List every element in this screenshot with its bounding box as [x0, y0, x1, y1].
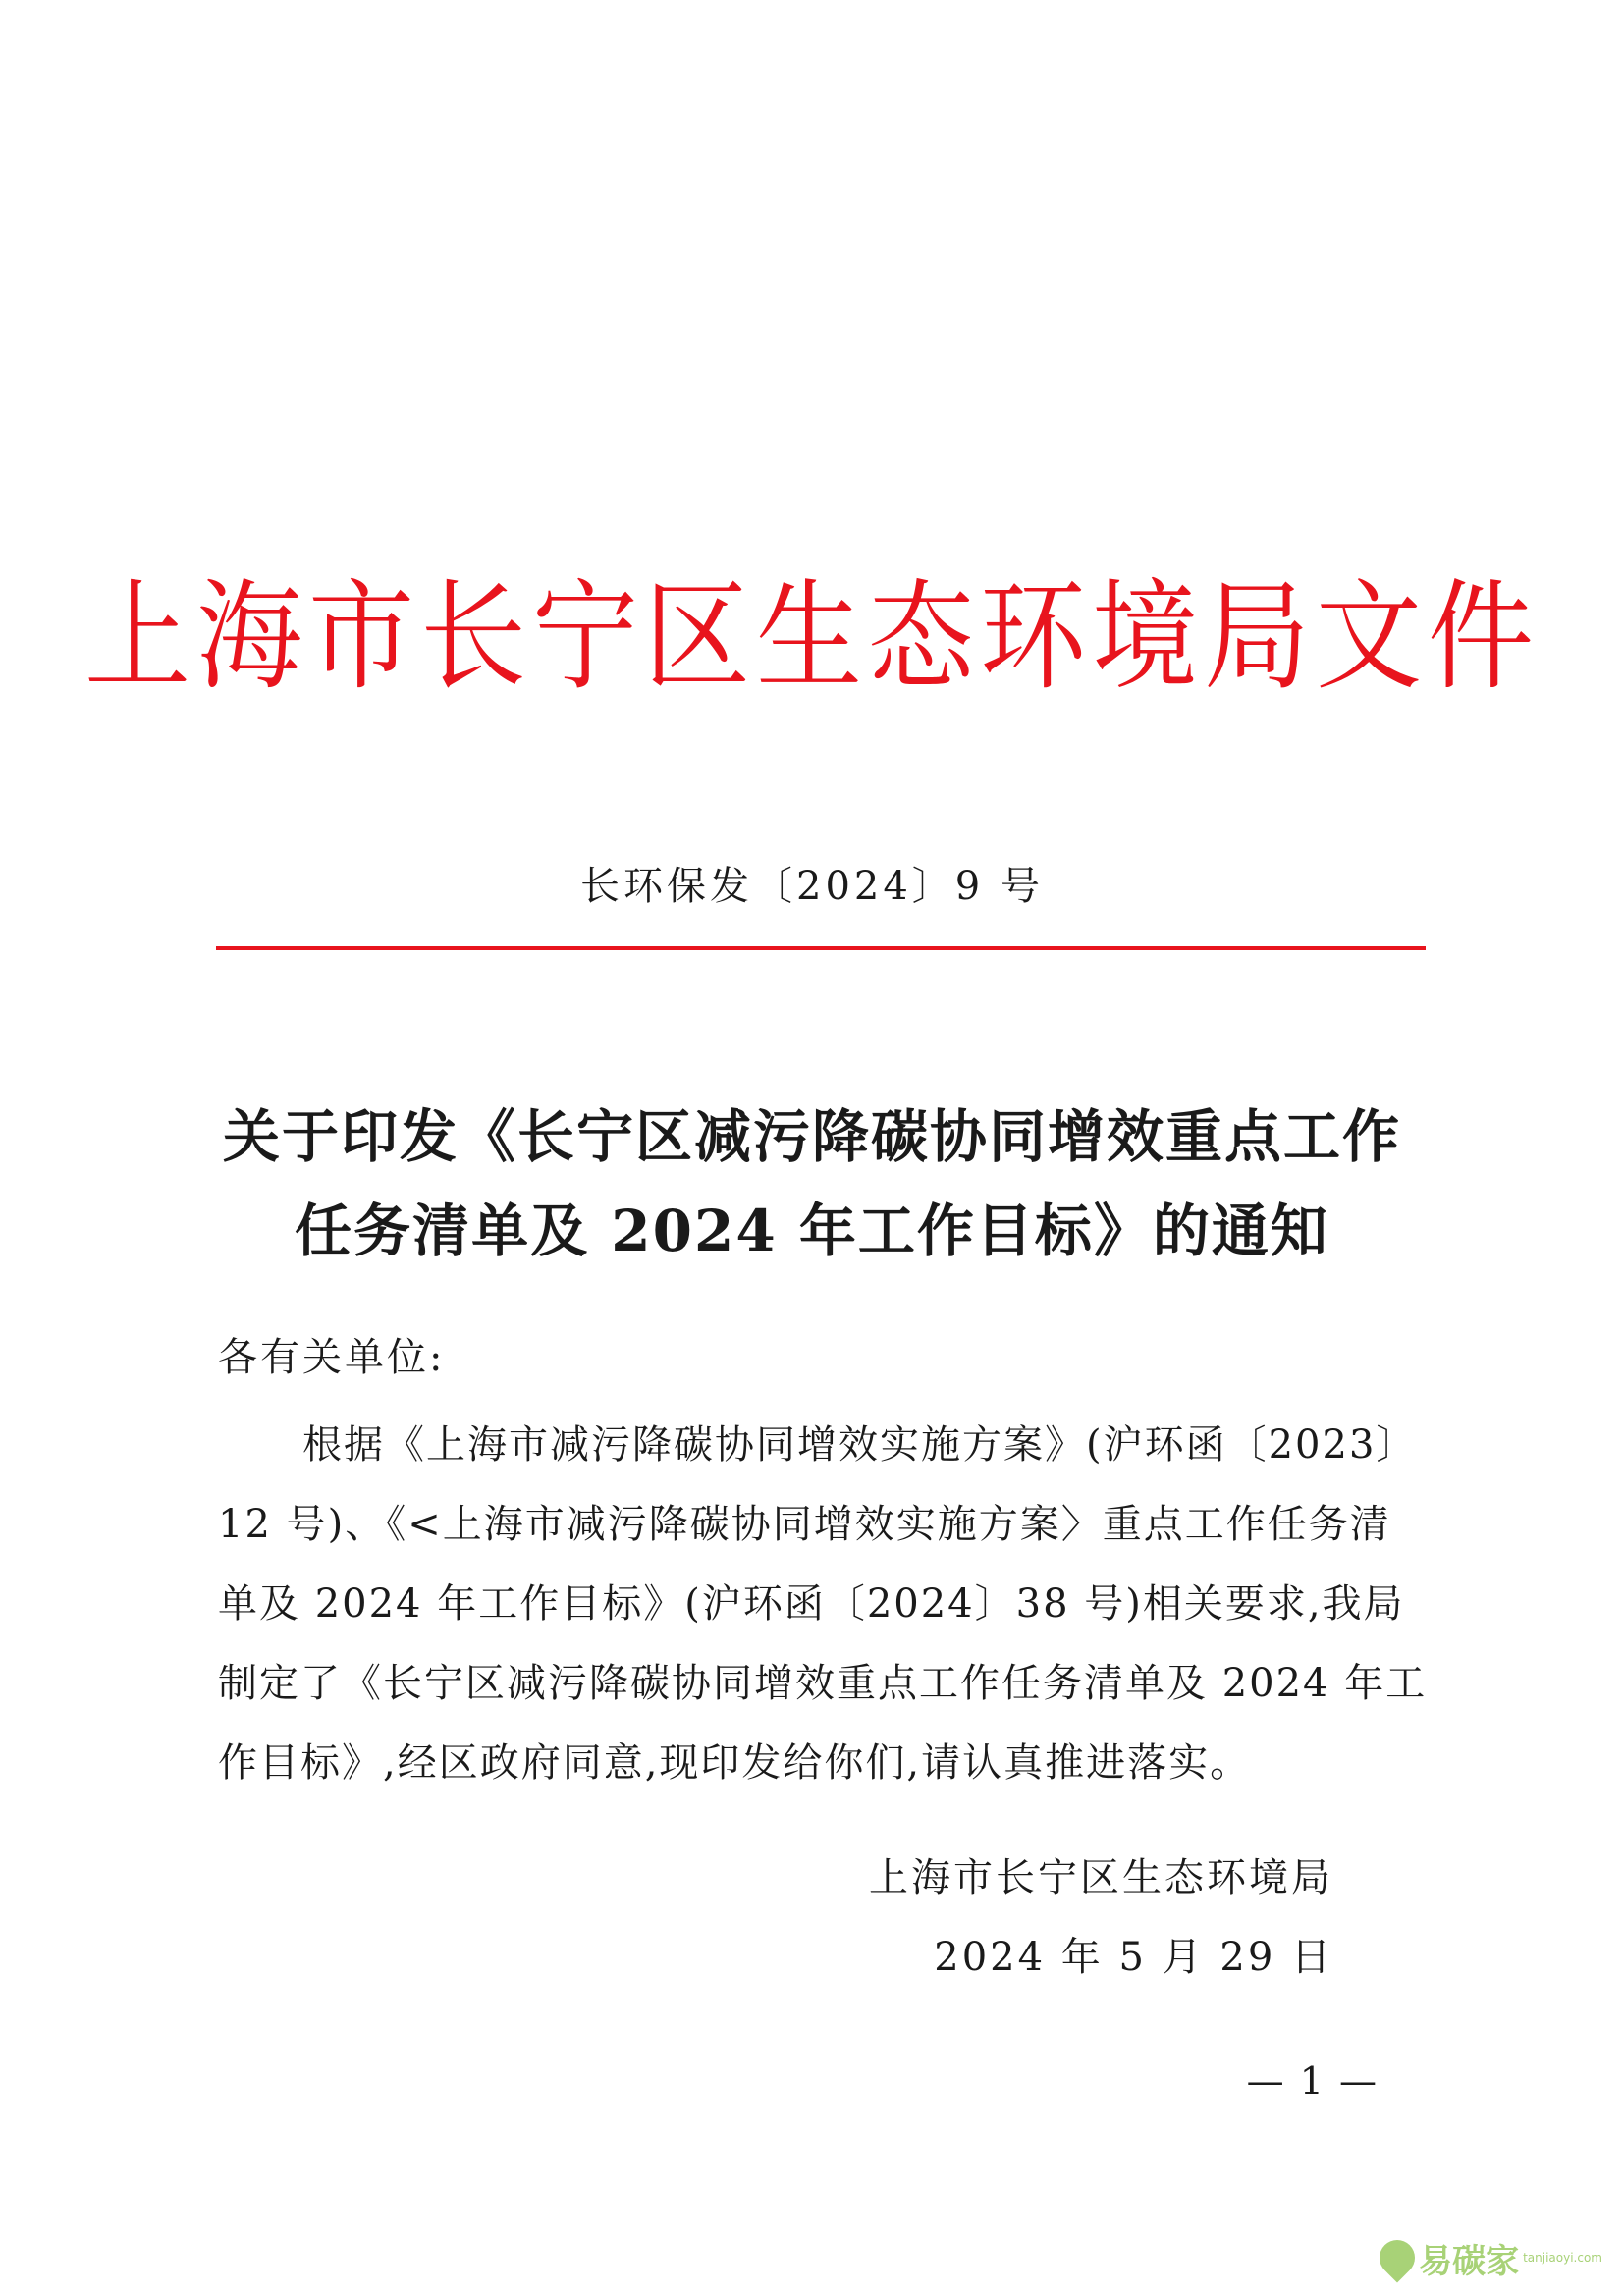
- body-line-3: 单及 2024 年工作目标》(沪环函〔2024〕38 号)相关要求,我局: [218, 1581, 1405, 1627]
- issuing-authority: 上海市长宁区生态环境局: [869, 1855, 1333, 1900]
- notice-title: [196, 1090, 1428, 1278]
- watermark-domain: tanjiaoyi.com: [1523, 2251, 1602, 2265]
- document-number: 长环保发〔2024〕9 号: [580, 864, 1044, 909]
- masthead-title: 上海市长宁区生态环境局文件: [83, 568, 1540, 707]
- body-line-4: 制定了《长宁区减污降碳协同增效重点工作任务清单及 2024 年工: [218, 1661, 1428, 1706]
- red-divider-line: [216, 946, 1426, 950]
- watermark-brand: 易碳家: [1419, 2241, 1520, 2281]
- page-number: — 1 —: [1246, 2059, 1379, 2103]
- issue-date: 2024 年 5 月 29 日: [934, 1935, 1333, 1980]
- body-line-2: 12 号)、《<上海市减污降碳协同增效实施方案〉重点工作任务清: [218, 1502, 1391, 1547]
- salutation: 各有关单位:: [218, 1335, 446, 1380]
- title-line-1: 关于印发《长宁区减污降碳协同增效重点工作: [222, 1103, 1401, 1170]
- watermark: [1380, 2229, 1602, 2286]
- body-line-5: 作目标》,经区政府同意,现印发给你们,请认真推进落实。: [218, 1740, 1252, 1786]
- leaf-icon: [1373, 2233, 1423, 2283]
- body-line-1: 根据《上海市减污降碳协同增效实施方案》(沪环函〔2023〕: [302, 1422, 1418, 1468]
- title-line-2: 任务清单及 2024 年工作目标》的通知: [295, 1198, 1329, 1264]
- body-paragraph: [218, 1406, 1426, 1803]
